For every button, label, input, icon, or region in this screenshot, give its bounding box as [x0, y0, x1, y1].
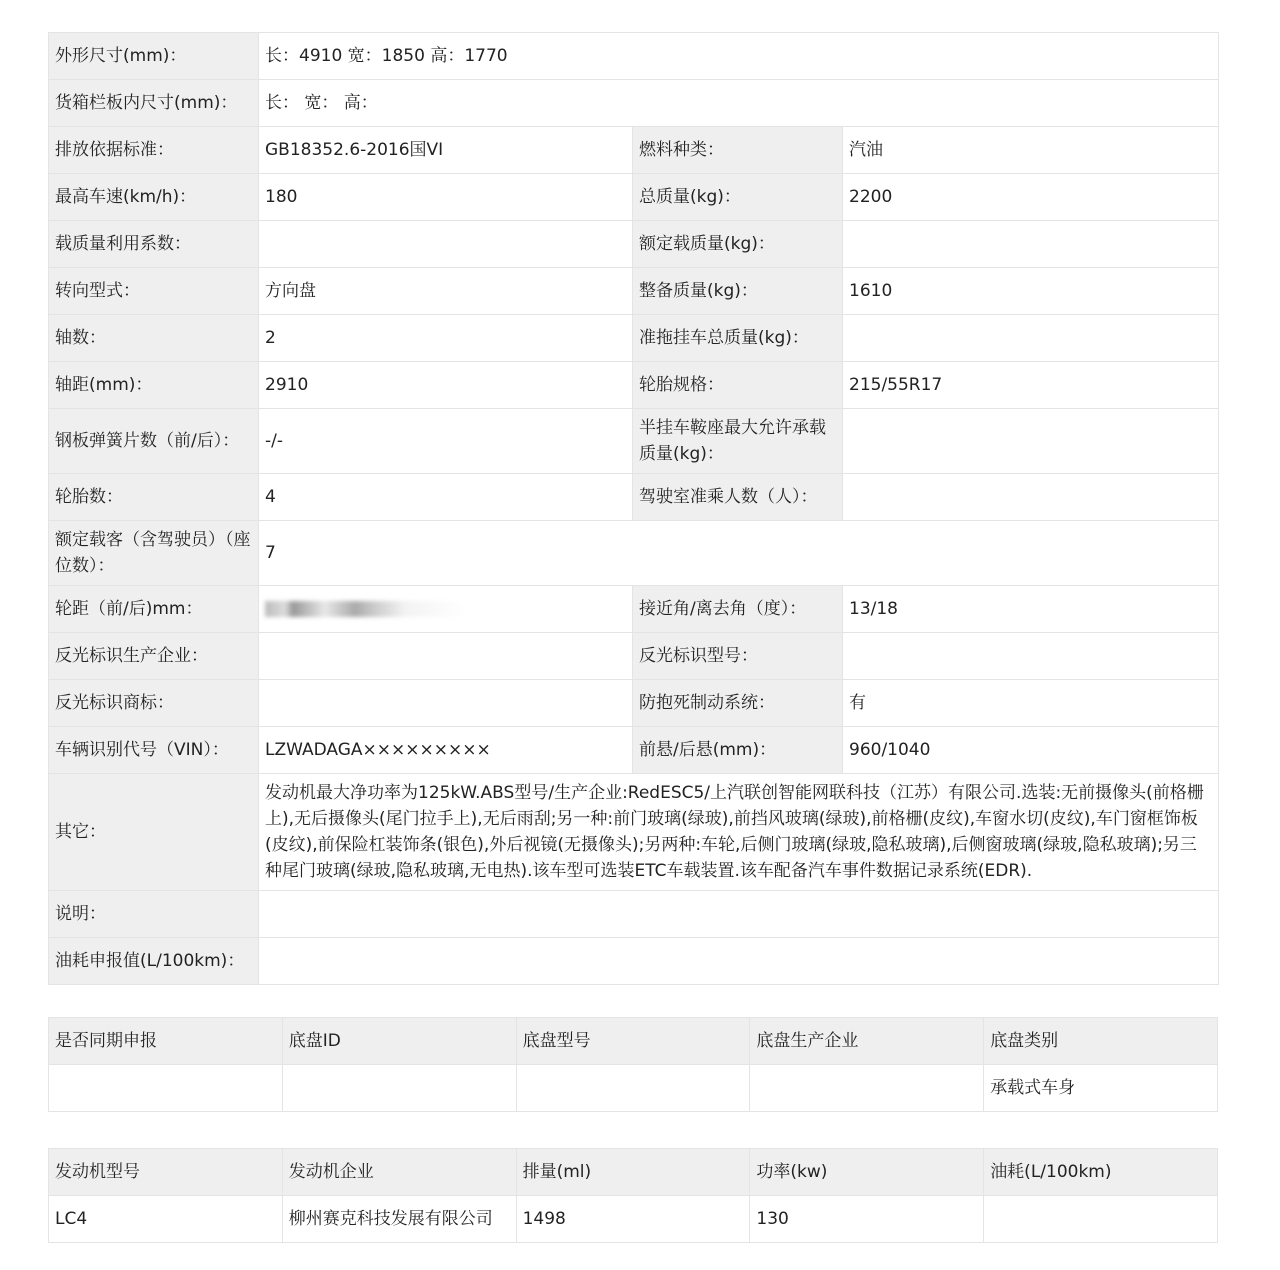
chassis-header: 是否同期申报: [49, 1018, 283, 1065]
max-speed-value: 180: [259, 174, 633, 221]
table-row: [49, 33, 1219, 80]
leaf-springs-value: -/-: [259, 409, 633, 474]
chassis-header: 底盘类别: [984, 1018, 1218, 1065]
load-coef-label: 载质量利用系数：: [49, 221, 259, 268]
load-coef-value: [259, 221, 633, 268]
table-row: [49, 586, 1219, 633]
other-label: 其它：: [49, 774, 259, 891]
rated-load-label: 额定载质量(kg)：: [633, 221, 843, 268]
tire-count-label: 轮胎数：: [49, 474, 259, 521]
fuel-type-value: 汽油: [843, 127, 1219, 174]
steering-value: 方向盘: [259, 268, 633, 315]
reflector-maker-value: [259, 633, 633, 680]
table-row: [49, 521, 1219, 586]
total-mass-value: 2200: [843, 174, 1219, 221]
saddle-mass-label: 半挂车鞍座最大允许承载质量(kg)：: [633, 409, 843, 474]
cargo-box-label: 货箱栏板内尺寸(mm)：: [49, 80, 259, 127]
chassis-cell: [750, 1065, 984, 1112]
note-label: 说明：: [49, 891, 259, 938]
axles-value: 2: [259, 315, 633, 362]
chassis-cell: [516, 1065, 750, 1112]
engine-header: 油耗(L/100km): [984, 1149, 1218, 1196]
engine-header: 排量(ml): [516, 1149, 750, 1196]
table-row: [49, 727, 1219, 774]
curb-mass-label: 整备质量(kg)：: [633, 268, 843, 315]
table-row: [49, 474, 1219, 521]
engine-cell: [984, 1196, 1218, 1243]
engine-cell: 柳州赛克科技发展有限公司: [282, 1196, 516, 1243]
tire-spec-value: 215/55R17: [843, 362, 1219, 409]
leaf-springs-label: 钢板弹簧片数（前/后）：: [49, 409, 259, 474]
engine-cell: 1498: [516, 1196, 750, 1243]
table-header-row: [49, 1018, 1218, 1065]
trailer-mass-label: 准拖挂车总质量(kg)：: [633, 315, 843, 362]
steering-label: 转向型式：: [49, 268, 259, 315]
table-row: [49, 268, 1219, 315]
chassis-header: 底盘ID: [282, 1018, 516, 1065]
table-row: [49, 315, 1219, 362]
fuel-report-value: [259, 938, 1219, 985]
table-row: [49, 409, 1219, 474]
reflector-model-value: [843, 633, 1219, 680]
approach-angle-label: 接近角/离去角（度）：: [633, 586, 843, 633]
table-row: [49, 891, 1219, 938]
engine-table: [48, 1148, 1218, 1243]
reflector-model-label: 反光标识型号：: [633, 633, 843, 680]
rated-passengers-label: 额定载客（含驾驶员）（座位数）：: [49, 521, 259, 586]
total-mass-label: 总质量(kg)：: [633, 174, 843, 221]
abs-value: 有: [843, 680, 1219, 727]
chassis-header: 底盘生产企业: [750, 1018, 984, 1065]
chassis-cell: 承载式车身: [984, 1065, 1218, 1112]
track-label: 轮距（前/后)mm：: [49, 586, 259, 633]
engine-cell: LC4: [49, 1196, 283, 1243]
rated-passengers-value: 7: [259, 521, 1219, 586]
table-row: [49, 1196, 1218, 1243]
rated-load-value: [843, 221, 1219, 268]
table-row: [49, 127, 1219, 174]
curb-mass-value: 1610: [843, 268, 1219, 315]
chassis-cell: [282, 1065, 516, 1112]
vin-label: 车辆识别代号（VIN）：: [49, 727, 259, 774]
wheelbase-label: 轴距(mm)：: [49, 362, 259, 409]
table-row: [49, 938, 1219, 985]
reflector-brand-value: [259, 680, 633, 727]
trailer-mass-value: [843, 315, 1219, 362]
engine-header: 发动机企业: [282, 1149, 516, 1196]
vin-value: LZWADAGA×××××××××: [259, 727, 633, 774]
track-value: [259, 586, 633, 633]
overhang-value: 960/1040: [843, 727, 1219, 774]
fuel-type-label: 燃料种类：: [633, 127, 843, 174]
table-row: [49, 1065, 1218, 1112]
table-header-row: [49, 1149, 1218, 1196]
tire-spec-label: 轮胎规格：: [633, 362, 843, 409]
chassis-table: [48, 1017, 1218, 1112]
max-speed-label: 最高车速(km/h)：: [49, 174, 259, 221]
abs-label: 防抱死制动系统：: [633, 680, 843, 727]
overhang-label: 前悬/后悬(mm)：: [633, 727, 843, 774]
table-row: [49, 174, 1219, 221]
tire-count-value: 4: [259, 474, 633, 521]
saddle-mass-value: [843, 409, 1219, 474]
chassis-header: 底盘型号: [516, 1018, 750, 1065]
table-row: [49, 80, 1219, 127]
cargo-box-value: 长： 宽： 高：: [259, 80, 1219, 127]
dimensions-value: 长：4910 宽：1850 高：1770: [259, 33, 1219, 80]
dimensions-label: 外形尺寸(mm)：: [49, 33, 259, 80]
table-row: [49, 774, 1219, 891]
engine-cell: 130: [750, 1196, 984, 1243]
other-value: 发动机最大净功率为125kW.ABS型号/生产企业:RedESC5/上汽联创智能网联科技（江苏）有限公司.选装:无前摄像头(前格栅上),无后摄像头(尾门拉手上),无后雨刮;另一种:前门玻璃(绿玻),前挡风玻璃(绿玻),前格栅(皮纹),车窗水切(皮纹),车门窗框饰板(皮纹),前保险杠装饰条(银色),外后视镜(无摄像头);另两种:车轮,后侧门玻璃(绿玻,隐私玻璃),后侧窗玻璃(绿玻,隐私玻璃);另三种尾门玻璃(绿玻,隐私玻璃,无电热).该车型可选装ETC车载装置.该车配备汽车事件数据记录系统(EDR).: [259, 774, 1219, 891]
fuel-report-label: 油耗申报值(L/100km)：: [49, 938, 259, 985]
table-row: [49, 633, 1219, 680]
reflector-brand-label: 反光标识商标：: [49, 680, 259, 727]
emission-label: 排放依据标准：: [49, 127, 259, 174]
table-row: [49, 362, 1219, 409]
reflector-maker-label: 反光标识生产企业：: [49, 633, 259, 680]
engine-header: 发动机型号: [49, 1149, 283, 1196]
blurred-redaction: [265, 601, 465, 617]
engine-header: 功率(kw): [750, 1149, 984, 1196]
cab-passengers-label: 驾驶室准乘人数（人）：: [633, 474, 843, 521]
approach-angle-value: 13/18: [843, 586, 1219, 633]
wheelbase-value: 2910: [259, 362, 633, 409]
cab-passengers-value: [843, 474, 1219, 521]
note-value: [259, 891, 1219, 938]
spec-table: [48, 32, 1219, 985]
table-row: [49, 221, 1219, 268]
axles-label: 轴数：: [49, 315, 259, 362]
emission-value: GB18352.6-2016国VI: [259, 127, 633, 174]
chassis-cell: [49, 1065, 283, 1112]
table-row: [49, 680, 1219, 727]
